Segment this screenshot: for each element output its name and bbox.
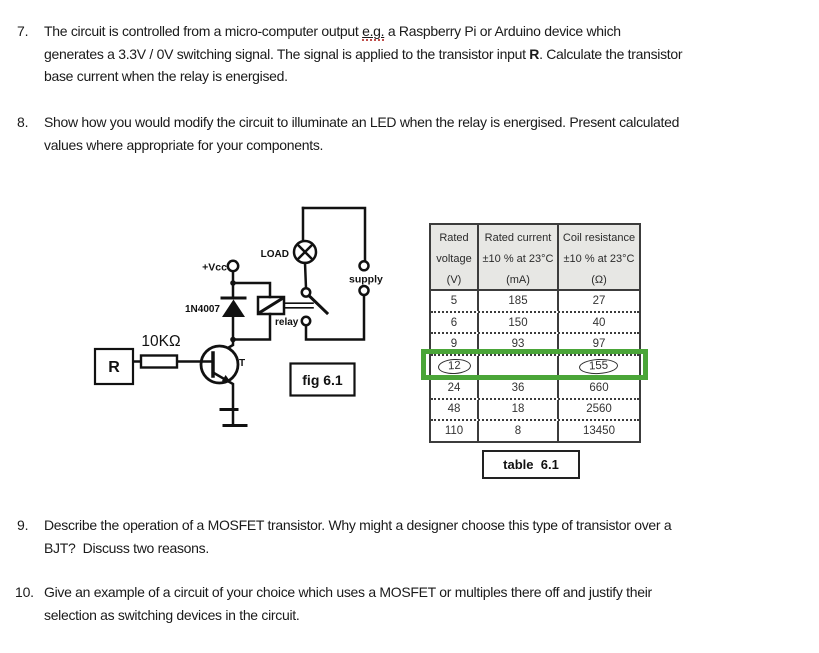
question-7-line-1 [44,23,621,39]
cell-value: 155 [579,358,619,375]
cell-value: 2560 [586,403,612,416]
cell-value: 97 [592,338,606,351]
cell-coil-resistance [559,400,639,420]
supply-terminal-top [360,261,369,270]
cell-value: 36 [511,381,525,394]
cell-value: 5 [450,294,458,307]
cell-rated-voltage [431,313,477,333]
cell-value: 150 [508,316,528,329]
circuit-wires [95,208,369,426]
relay-mechanical-link [284,303,313,308]
cell-value: 24 [447,381,461,394]
question-7-number: 7. [17,23,29,39]
cell-value: 110 [444,425,464,438]
col-header-rated-voltage [431,225,477,289]
cell-rated-current [477,400,559,420]
header-line: (V) [446,274,462,286]
table-row [431,291,639,311]
question-9-line-1 [44,517,671,533]
cell-rated-current [477,378,559,398]
question-10-line-1 [44,584,652,600]
diode-label: 1N4007 [184,304,220,315]
cell-rated-current [477,291,559,311]
diode-triangle [222,300,245,318]
supply-terminal-bottom [360,286,369,295]
text-segment: BJT? Discuss two reasons. [44,539,209,556]
cell-value: 660 [589,381,609,394]
cell-value: 18 [511,403,525,416]
fig-caption: fig 6.1 [302,372,343,388]
text-segment: a Raspberry Pi or Arduino device which [384,23,621,39]
relay-label: relay [275,317,299,328]
loop-bottom-wire [233,314,270,340]
resistor-icon [141,356,177,368]
question-10-number: 10. [15,583,34,600]
text-segment: Describe the operation of a MOSFET transistor. Why might a designer choose this type of transistor over a [44,516,672,533]
cell-value: 13450 [583,425,615,438]
text-segment: generates a 3.3V / 0V switching signal. The signal is applied to the transistor input [44,45,530,62]
question-9-line-2 [44,540,209,556]
text-segment: selection as switching devices in the circuit. [44,606,300,623]
text-segment: The circuit is controlled from a micro-computer output [44,23,363,39]
switch-contact-bottom [302,317,310,325]
cell-rated-voltage [431,291,477,311]
table-row [431,398,639,420]
cell-value: 40 [592,316,606,329]
header-line: ±10 % at 23°C [482,253,554,265]
cell-coil-resistance [559,313,639,333]
cell-rated-voltage [431,421,477,441]
cell-value: 12 [437,358,471,375]
cell-rated-current [477,421,559,441]
question-7-line-3 [44,68,288,84]
cell-rated-voltage [431,378,477,398]
cell-value: 27 [592,294,606,307]
cell-value: 93 [511,338,525,351]
switch-arm [309,296,327,313]
header-line: (mA) [506,274,530,286]
cell-coil-resistance [559,378,639,398]
loop-top-wire [233,283,270,297]
header-line: voltage [436,253,472,265]
resistor-value-label: 10KΩ [141,333,181,350]
header-line: ±10 % at 23°C [563,253,635,265]
question-8-number: 8. [17,113,29,130]
transistor-label: T [239,358,246,369]
question-10-line-2 [44,607,299,623]
question-8-line-1 [44,114,679,130]
green-highlight-annotation [421,349,648,380]
load-label: LOAD [260,249,289,260]
cell-value: 9 [450,338,458,351]
supply-label: supply [349,273,383,286]
question-9-number: 9. [17,516,29,533]
vcc-label: +Vcc [202,261,227,274]
col-header-rated-current [477,225,559,289]
table-header-row [431,225,639,291]
table-caption-box: table 6.1 [482,450,580,479]
text-segment: base current when the relay is energised. [44,68,288,84]
input-r-reference: R [529,45,540,62]
header-line: Rated [439,232,469,244]
cell-value: 6 [450,316,458,329]
cell-rated-current [477,313,559,333]
text-segment: Give an example of a circuit of your choice which uses a MOSFET or multiples there off and justify their [44,583,652,600]
table-row [431,311,639,333]
text-segment: values where appropriate for your components. [44,136,324,153]
vcc-terminal [228,261,238,271]
cell-coil-resistance [559,291,639,311]
cell-value: 185 [508,294,528,307]
text-segment: . Calculate the transistor [539,45,683,62]
cell-value: 8 [514,425,522,438]
question-7-line-2 [44,46,682,62]
relay-driver-circuit-figure [90,195,390,440]
relay-spec-table [429,223,641,443]
header-line: Rated current [484,232,552,244]
lamp-to-contact-wire [305,263,306,288]
header-line: (Ω) [591,274,607,286]
cell-coil-resistance [559,421,639,441]
cell-value: 48 [447,403,461,416]
question-8-line-2 [44,137,323,153]
header-line: Coil resistance [562,232,636,244]
table-row [431,419,639,441]
misspelled-eg-text: e.g. [362,23,385,39]
cell-rated-voltage [431,400,477,420]
col-header-coil-resistance [559,225,639,289]
input-r-label: R [108,359,120,376]
text-segment: Show how you would modify the circuit to illuminate an LED when the relay is energised. Present calculated [44,113,680,130]
